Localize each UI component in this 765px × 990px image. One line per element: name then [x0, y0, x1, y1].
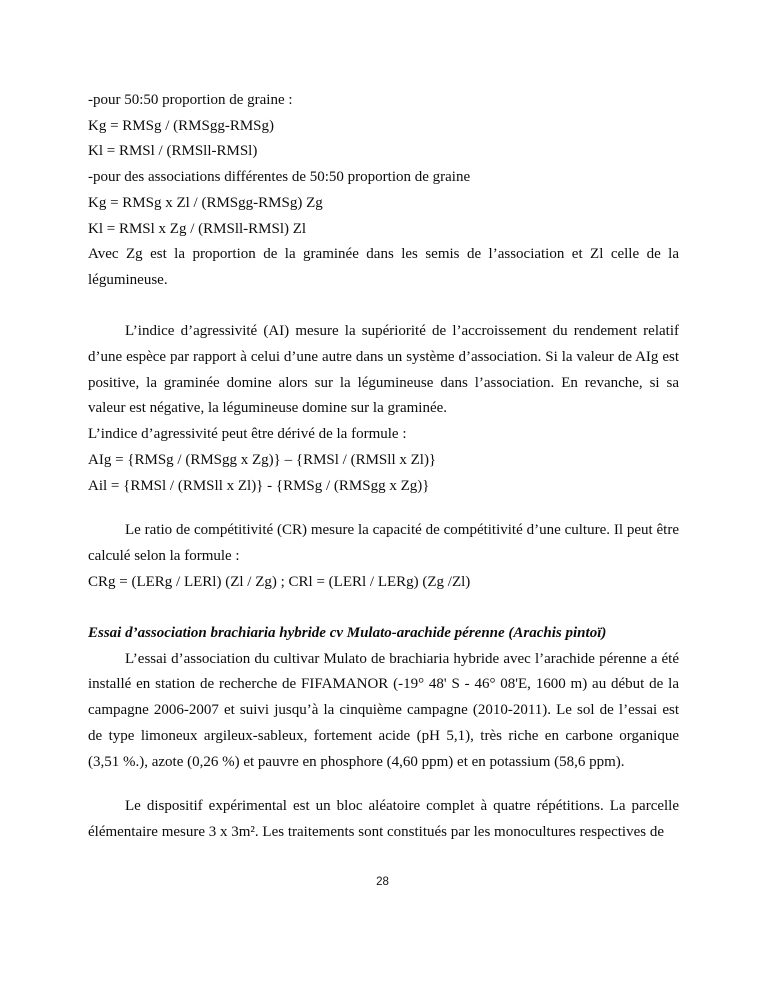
formula-line: Kl = RMSl / (RMSll-RMSl): [88, 143, 258, 160]
formula-line: Kg = RMSg x Zl / (RMSgg-RMSg) Zg: [88, 194, 323, 211]
paragraph: Le dispositif expérimental est un bloc aléatoire complet à quatre répétitions. La parcelle élémentaire mesure 3 x 3m². Les traitements sont constitués par les monocultures respectives de: [88, 798, 679, 840]
formula-line: -pour des associations différentes de 50:50 proportion de graine: [88, 169, 471, 186]
paragraph: Avec Zg est la proportion de la graminée dans les semis de l’association et Zl celle de la légumineuse.: [88, 246, 679, 288]
formula-line: L’indice d’agressivité peut être dérivé de la formule :: [88, 426, 407, 443]
formula-line: AIg = {RMSg / (RMSgg x Zg)} – {RMSl / (RMSll x Zl)}: [88, 451, 437, 468]
page-number: 28: [376, 876, 389, 888]
formula-line: Ail = {RMSl / (RMSll x Zl)} - {RMSg / (RMSgg x Zg)}: [88, 477, 430, 494]
paragraph: Le ratio de compétitivité (CR) mesure la capacité de compétitivité d’une culture. Il peut être calculé selon la formule :: [88, 522, 679, 564]
section-heading: Essai d’association brachiaria hybride cv Mulato-arachide pérenne (Arachis pintoï): [88, 625, 607, 642]
text-column: [88, 88, 679, 846]
formula-line: -pour 50:50 proportion de graine :: [88, 92, 293, 108]
paragraph: L’essai d’association du cultivar Mulato de brachiaria hybride avec l’arachide pérenne a été installé en station de recherche de FIFAMANOR (-19° 48' S - 46° 08'E, 1600 m) au début de la campagne 2006-2007 et suivi jusqu’à la cinquième campagne (2010-2011). Le sol de l’essai est de type limoneux argileux-sableux, fortement acide (pH 5,1), très riche en carbone organique (3,51 %.), azote (0,26 %) et pauvre en phosphore (4,60 ppm) et en potassium (58,6 ppm).: [88, 650, 679, 770]
formula-line: CRg = (LERg / LERl) (Zl / Zg) ; CRl = (LERl / LERg) (Zg /Zl): [88, 573, 471, 590]
paragraph: L’indice d’agressivité (AI) mesure la supériorité de l’accroissement du rendement relatif d’une espèce par rapport à celui d’une autre dans un système d’association. Si la valeur de AIg est positive, la graminée domine alors sur la légumineuse dans l’association. En revanche, si sa valeur est négative, la légumineuse domine sur la graminée.: [88, 323, 679, 417]
formula-line: Kl = RMSl x Zg / (RMSll-RMSl) Zl: [88, 220, 307, 237]
paragraph-spacer: [88, 499, 679, 518]
paragraph-spacer: [88, 775, 679, 794]
paragraph-spacer: [88, 595, 679, 621]
formula-line: Kg = RMSg / (RMSgg-RMSg): [88, 117, 274, 134]
paragraph-spacer: [88, 294, 679, 320]
